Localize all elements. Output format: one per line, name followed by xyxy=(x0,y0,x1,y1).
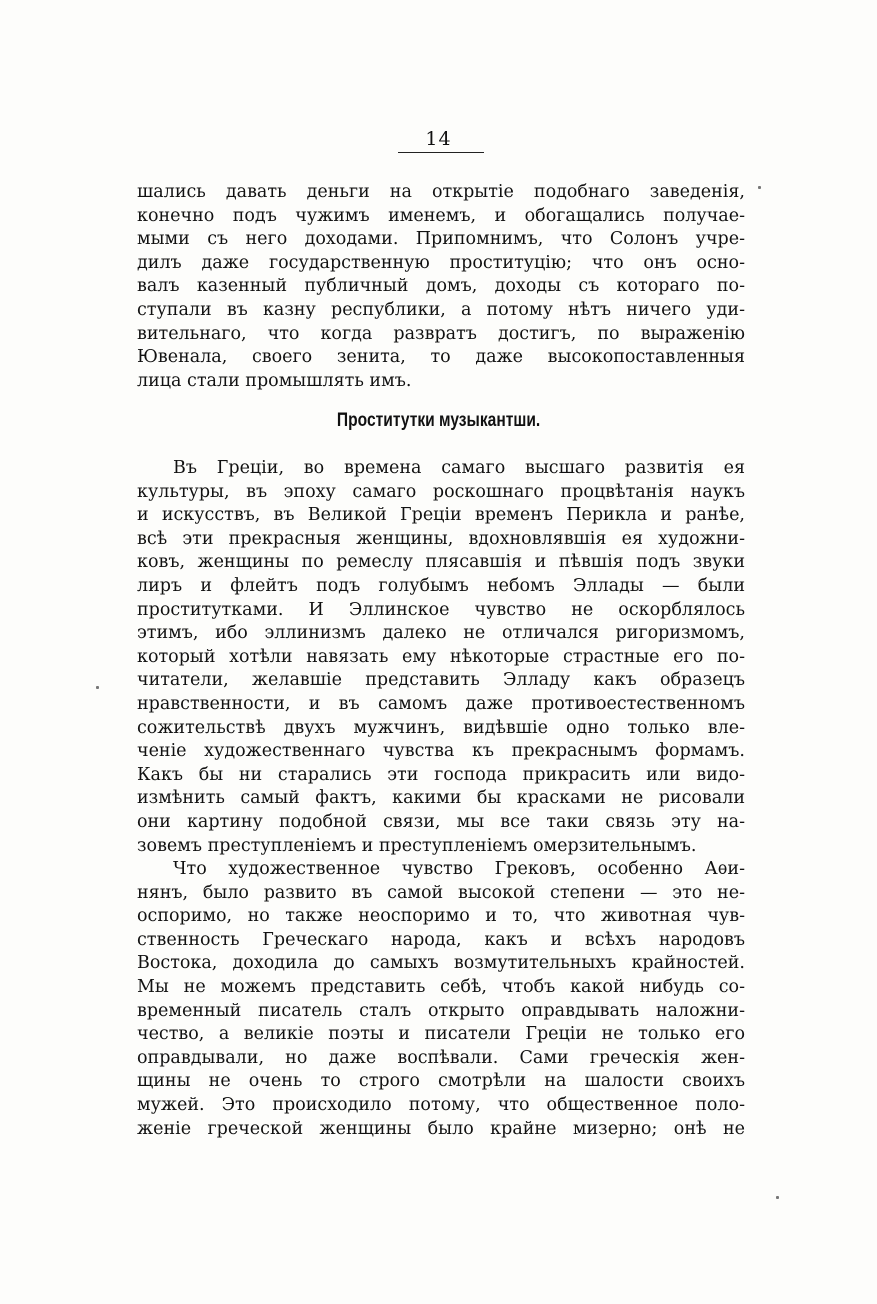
text-line: женіе греческой женщины было крайне мизерно; онѣ не xyxy=(137,1118,745,1139)
text-line: зовемъ преступленіемъ и преступленіемъ омерзительнымъ. xyxy=(137,835,697,856)
text-line: Что художественное чувство Грековъ, особенно Аѳи- xyxy=(173,859,745,880)
text-line: Ювенала, своего зенита, то даже высокопоставленныя xyxy=(137,347,745,368)
scan-speck xyxy=(758,186,761,189)
text-line: нравственности, и въ самомъ даже противоестественномъ xyxy=(137,693,745,714)
text-line: мужей. Это происходило потому, что общественное поло- xyxy=(137,1095,745,1116)
text-line: ступали въ казну республики, а потому нѣтъ ничего уди- xyxy=(137,299,745,320)
text-line: измѣнить самый фактъ, какими бы красками не рисовали xyxy=(137,788,745,809)
text-line: всѣ эти прекрасныя женщины, вдохновлявшія ея художни- xyxy=(137,528,745,549)
text-line: оспоримо, но также неоспоримо и то, что животная чув- xyxy=(137,906,745,927)
text-line: ченіе художественнаго чувства къ прекраснымъ формамъ. xyxy=(137,741,745,762)
text-line: они картину подобной связи, мы все таки связь эту на- xyxy=(137,811,745,832)
text-line: который хотѣли навязать ему нѣкоторые страстные его по- xyxy=(137,646,745,667)
text-line: временный писатель сталъ открыто оправдывать наложни- xyxy=(137,1000,745,1021)
text-line: этимъ, ибо эллинизмъ далеко не отличался ригоризмомъ, xyxy=(137,623,745,644)
text-line: щины не очень то строго смотрѣли на шалости своихъ xyxy=(137,1071,745,1092)
text-line: лица стали промышлять имъ. xyxy=(137,370,412,391)
text-line: шались давать деньги на открытіе подобнаго заведенія, xyxy=(137,182,745,202)
text-line: чество, а великіе поэты и писатели Греціи не только его xyxy=(137,1024,745,1045)
text-line: Какъ бы ни старались эти господа прикрасить или видо- xyxy=(137,764,745,785)
text-line: сожительствѣ двухъ мужчинъ, видѣвшіе одно только вле- xyxy=(137,717,745,738)
paragraph-2 xyxy=(137,457,745,1141)
text-line: Въ Греціи, во времена самаго высшаго развитія ея xyxy=(173,458,745,478)
section-heading: Проститутки музыкантши. xyxy=(336,410,541,431)
text-line: мыми съ него доходами. Припомнимъ, что Солонъ учре- xyxy=(137,229,745,250)
text-line: конечно подъ чужимъ именемъ, и обогащались получае- xyxy=(137,205,745,226)
page-number-rule xyxy=(398,152,484,153)
page-number: 14 xyxy=(425,128,452,150)
text-line: Востока, доходила до самыхъ возмутительныхъ крайностей. xyxy=(137,953,745,974)
text-line: читатели, желавшіе представить Элладу какъ образецъ xyxy=(137,670,745,691)
text-line: ковъ, женщины по ремеслу плясавшія и пѣвшія подъ звуки xyxy=(137,552,745,573)
scan-speck xyxy=(776,1196,779,1199)
text-line: культуры, въ эпоху самаго роскошнаго процвѣтанія наукъ xyxy=(137,481,745,502)
scan-speck xyxy=(96,686,99,689)
text-line: ственность Греческаго народа, какъ и всѣхъ народовъ xyxy=(137,929,745,950)
text-line: оправдывали, но даже воспѣвали. Сами греческія жен- xyxy=(137,1047,745,1068)
text-line: дилъ даже государственную проституцію; что онъ осно- xyxy=(137,252,745,273)
text-line: лиръ и флейтъ подъ голубымъ небомъ Эллады — были xyxy=(137,575,745,596)
text-line: нянъ, было развито въ самой высокой степени — это не- xyxy=(137,882,745,903)
text-line: валъ казенный публичный домъ, доходы съ котораго по- xyxy=(137,276,745,297)
text-line: вительнаго, что когда развратъ достигъ, по выраженію xyxy=(137,323,745,344)
text-line: проститутками. И Эллинское чувство не оскорблялось xyxy=(137,599,745,620)
text-line: и искусствъ, въ Великой Греціи временъ Перикла и ранѣе, xyxy=(137,505,745,526)
text-line: Мы не можемъ представить себѣ, чтобъ какой нибудь со- xyxy=(137,977,745,998)
paragraph-1 xyxy=(137,181,745,393)
